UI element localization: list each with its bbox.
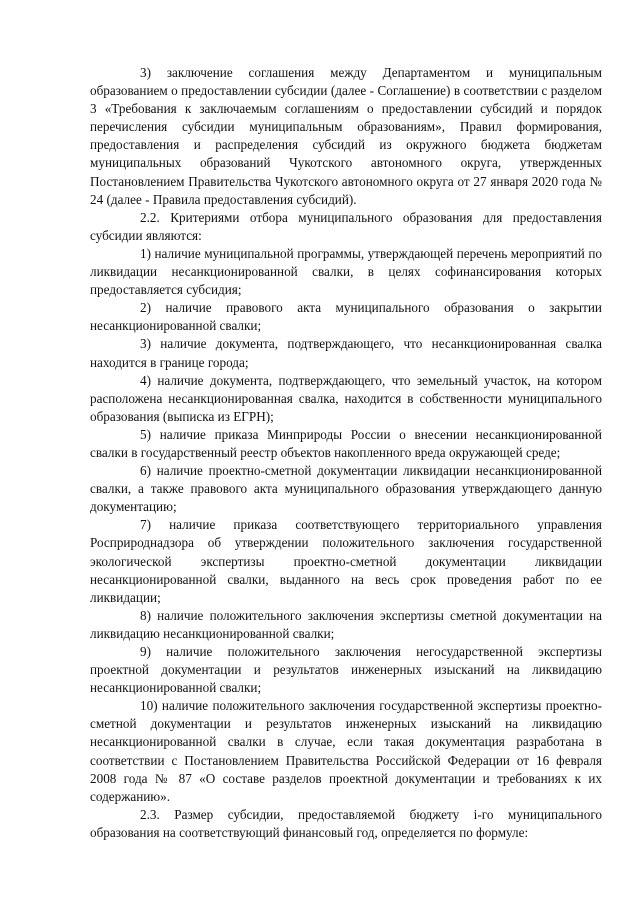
paragraph-criterion-4: 4) наличие документа, подтверждающего, что земельный участок, на котором расположена несанкционированная свалка, находится в собственности муниципального образования (выписка из ЕГРН); — [90, 372, 602, 424]
paragraph-section-2-2-criteria: 2.2. Критериями отбора муниципального образования для предоставления субсидии являются: — [90, 209, 602, 243]
paragraph-criterion-8: 8) наличие положительного заключения экспертизы сметной документации на ликвидацию несанкционированной свалки; — [90, 607, 602, 641]
paragraph-section-2-3-subsidy-size: 2.3. Размер субсидии, предоставляемой бюджету i-го муниципального образования на соответствующий финансовый год, определяется по формуле: — [90, 806, 602, 840]
paragraph-criterion-5: 5) наличие приказа Минприроды России о внесении несанкционированной свалки в государственный реестр объектов накопленного вреда окружающей среде; — [90, 426, 602, 460]
paragraph-criterion-6: 6) наличие проектно-сметной документации ликвидации несанкционированной свалки, а также правового акта муниципального образования утверждающего данную документацию; — [90, 463, 602, 515]
paragraph-criterion-2: 2) наличие правового акта муниципального образования о закрытии несанкционированной свалки; — [90, 300, 602, 334]
paragraph-criterion-1: 1) наличие муниципальной программы, утверждающей перечень мероприятий по ликвидации несанкционированной свалки, в целях софинансирования которых предоставляется субсидия; — [90, 245, 602, 298]
paragraph-criterion-3: 3) наличие документа, подтверждающего, что несанкционированная свалка находится в границе города; — [90, 336, 602, 370]
paragraph-criterion-7: 7) наличие приказа соответствующего территориального управления Росприроднадзора об утверждении положительного заключения государственной экологической экспертизы проектно-сметной документации ликвидации несанкционированной свалки, выданного на весь срок проведения работ по ее ликвидации; — [90, 517, 602, 605]
paragraph-criterion-9: 9) наличие положительного заключения негосударственной экспертизы проектной документации и результатов инженерных изысканий на ликвидацию несанкционированной свалки; — [90, 644, 602, 696]
document-page — [90, 64, 602, 842]
paragraph-criterion-10: 10) наличие положительного заключения государственной экспертизы проектно-сметной документации и результатов инженерных изысканий на ликвидацию несанкционированной свалки в случае, если такая документация разработана в соответствии с Постановлением Правительства Российской Федерации от 16 февраля 2008 года № 87 «О составе разделов проектной документации и требованиях к их содержанию». — [90, 698, 602, 804]
paragraph-item-3-agreement: 3) заключение соглашения между Департаментом и муниципальным образованием о предоставлении субсидии (далее - Соглашение) в соответствии с разделом 3 «Требования к заключаемым соглашениям о предоставлении субсидий и порядок перечисления субсидии муниципальным образованиям», Правил формирования, предоставления и распределения субсидий из окружного бюджета бюджетам муниципальных образований Чукотского автономного округа, утвержденных Постановлением Правительства Чукотского автономного округа от 27 января 2020 года № 24 (далее - Правила предоставления субсидий). — [90, 65, 602, 207]
